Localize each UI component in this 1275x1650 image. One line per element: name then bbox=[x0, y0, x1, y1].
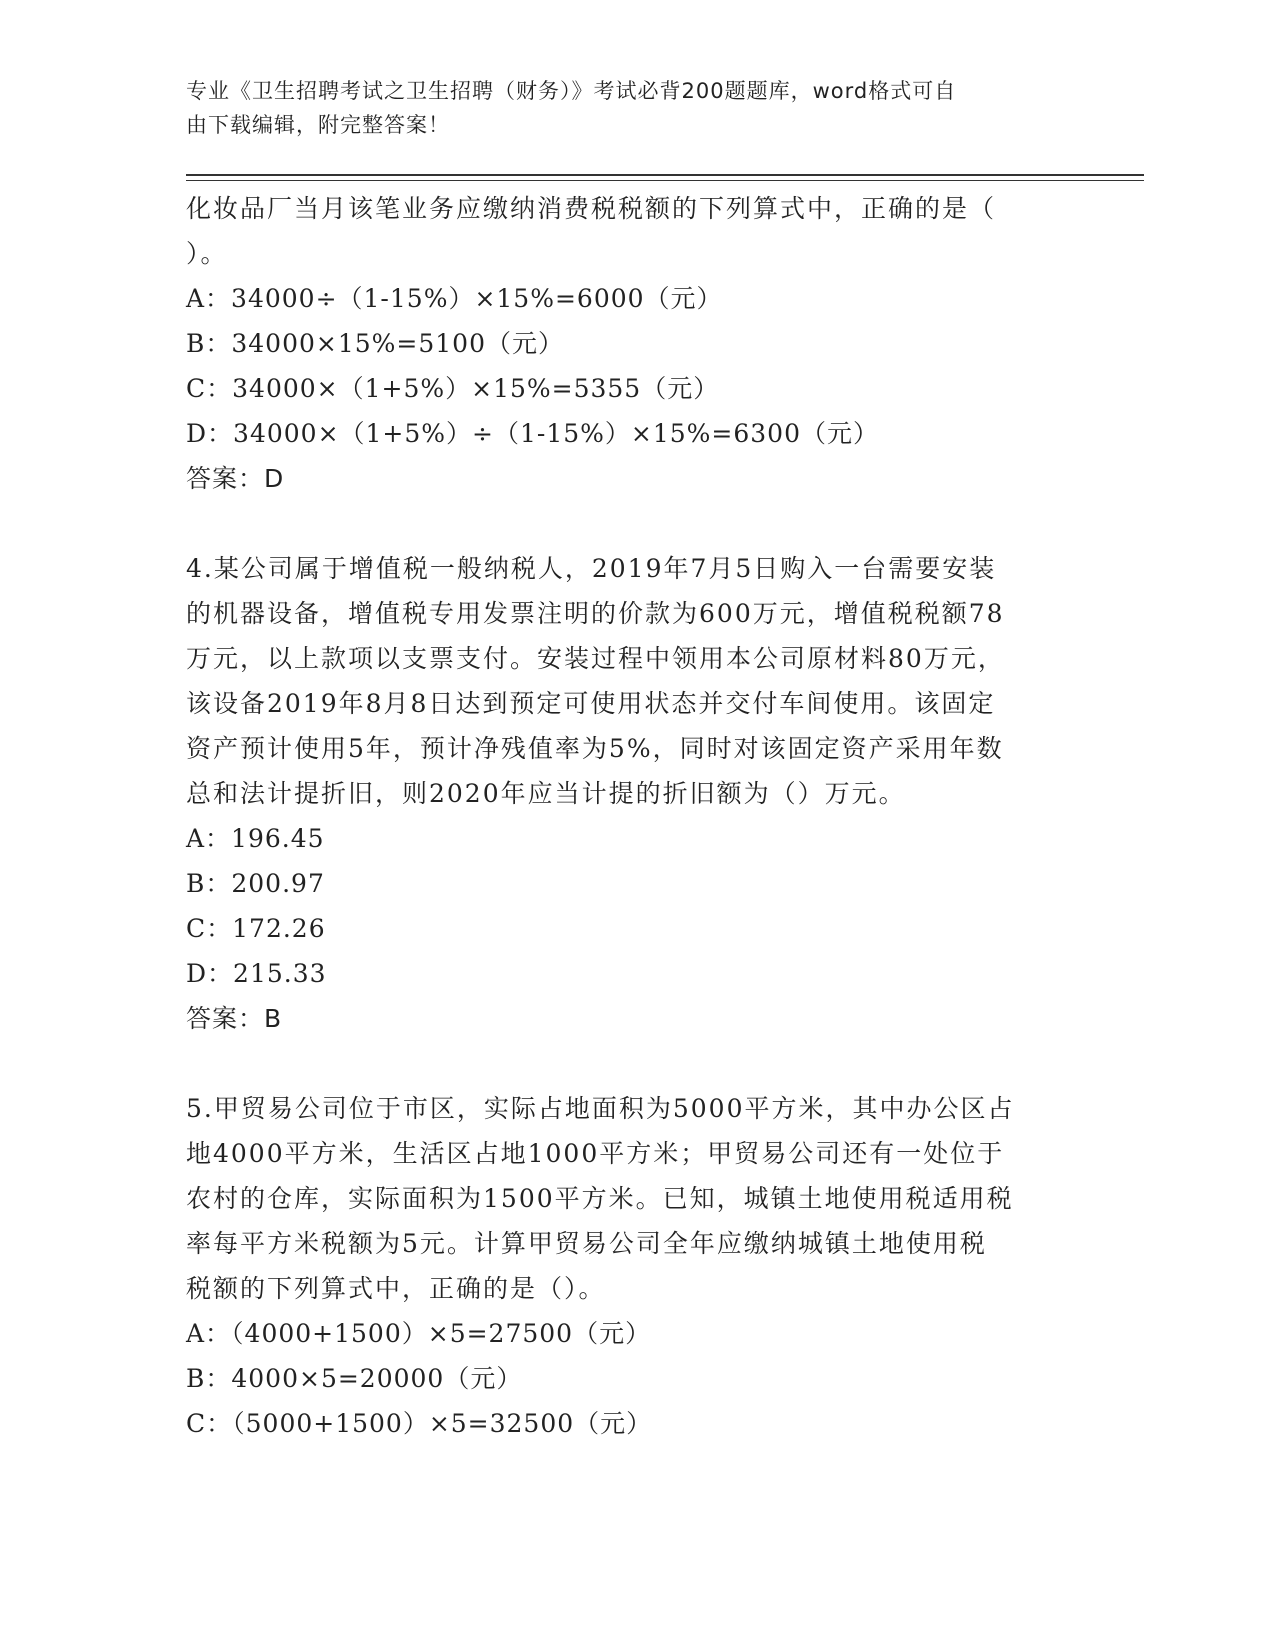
question-stem-line: 总和法计提折旧，则2020年应当计提的折旧额为（）万元。 bbox=[186, 779, 906, 808]
option-b: B：34000×15%=5100（元） bbox=[186, 329, 564, 358]
option-b: B：4000×5=20000（元） bbox=[186, 1364, 523, 1393]
question-5 bbox=[186, 1086, 1066, 1446]
option-c: C：172.26 bbox=[186, 914, 326, 943]
answer-line: 答案：B bbox=[186, 1004, 283, 1033]
spacer bbox=[186, 501, 1066, 546]
question-stem-line: 万元，以上款项以支票支付。安装过程中领用本公司原材料80万元， bbox=[186, 644, 1005, 673]
option-a: A：（4000+1500）×5=27500（元） bbox=[186, 1319, 652, 1348]
question-stem-line: 资产预计使用5年，预计净残值率为5%，同时对该固定资产采用年数 bbox=[186, 734, 1004, 763]
option-a: A：196.45 bbox=[186, 824, 325, 853]
question-4 bbox=[186, 546, 1066, 1041]
document-header bbox=[186, 74, 1066, 142]
question-stem-line: 化妆品厂当月该笔业务应缴纳消费税税额的下列算式中，正确的是（ bbox=[186, 194, 997, 223]
question-stem-line: 率每平方米税额为5元。计算甲贸易公司全年应缴纳城镇土地使用税 bbox=[186, 1229, 987, 1258]
question-stem-line: 该设备2019年8月8日达到预定可使用状态并交付车间使用。该固定 bbox=[186, 689, 996, 718]
question-stem-line: 的机器设备，增值税专用发票注明的价款为600万元，增值税税额78 bbox=[186, 599, 1005, 628]
header-divider-thin bbox=[186, 180, 1144, 181]
answer-line: 答案：D bbox=[186, 464, 285, 493]
question-stem-line: 农村的仓库，实际面积为1500平方米。已知，城镇土地使用税适用税 bbox=[186, 1184, 1014, 1213]
question-stem-line: ）。 bbox=[186, 239, 228, 268]
question-stem-line: 地4000平方米，生活区占地1000平方米；甲贸易公司还有一处位于 bbox=[186, 1139, 1005, 1168]
question-content bbox=[186, 186, 1066, 1446]
question-stem-line: 税额的下列算式中，正确的是（）。 bbox=[186, 1274, 606, 1303]
option-a: A：34000÷（1-15%）×15%=6000（元） bbox=[186, 284, 723, 313]
question-stem-line: 5.甲贸易公司位于市区，实际占地面积为5000平方米，其中办公区占 bbox=[186, 1094, 1015, 1123]
question-3 bbox=[186, 186, 1066, 501]
option-b: B：200.97 bbox=[186, 869, 325, 898]
question-stem-line: 4.某公司属于增值税一般纳税人，2019年7月5日购入一台需要安装 bbox=[186, 554, 997, 583]
option-c: C：34000×（1+5%）×15%=5355（元） bbox=[186, 374, 720, 403]
option-d: D：215.33 bbox=[186, 959, 327, 988]
spacer bbox=[186, 1041, 1066, 1086]
option-c: C：（5000+1500）×5=32500（元） bbox=[186, 1409, 653, 1438]
header-divider-thick bbox=[186, 174, 1144, 176]
header-line: 由下载编辑，附完整答案！ bbox=[186, 113, 450, 137]
header-line: 专业《卫生招聘考试之卫生招聘（财务）》考试必背200题题库，word格式可自 bbox=[186, 79, 957, 103]
option-d: D：34000×（1+5%）÷（1-15%）×15%=6300（元） bbox=[186, 419, 879, 448]
